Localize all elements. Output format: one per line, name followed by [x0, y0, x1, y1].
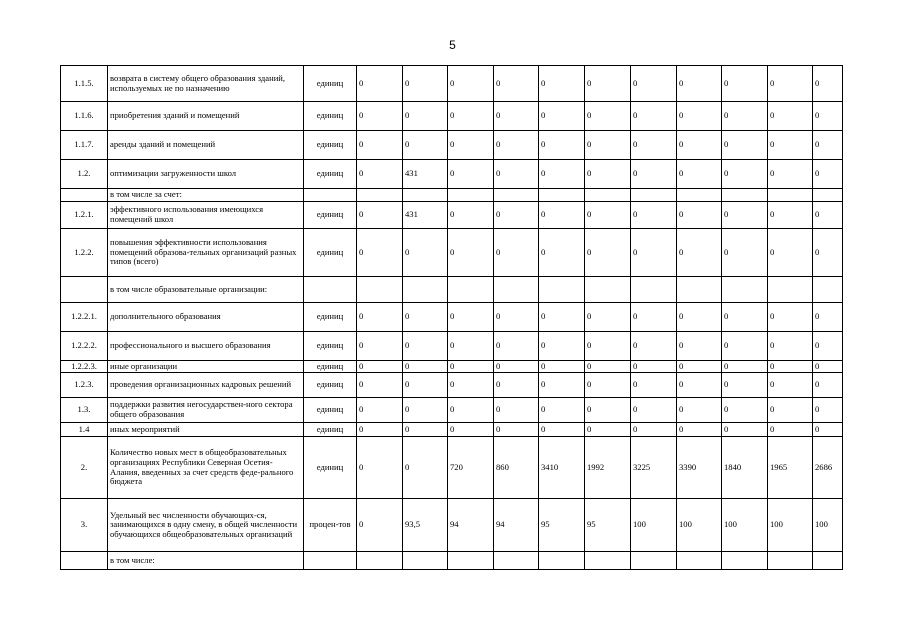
value-cell	[768, 277, 813, 303]
value-cell: 0	[357, 66, 403, 102]
value-cell	[813, 189, 843, 202]
row-unit-cell: процен-тов	[304, 499, 357, 552]
table-row	[61, 552, 843, 570]
row-name-cell: приобретения зданий и помещений	[108, 102, 304, 131]
value-cell: 0	[813, 131, 843, 160]
value-cell: 0	[768, 229, 813, 277]
value-cell	[357, 189, 403, 202]
value-cell: 0	[494, 202, 539, 229]
value-cell: 0	[403, 102, 448, 131]
value-cell: 0	[539, 361, 585, 373]
table-row	[61, 131, 843, 160]
row-unit-cell: единиц	[304, 398, 357, 423]
row-name-cell: иные организации	[108, 361, 304, 373]
value-cell: 0	[768, 373, 813, 398]
value-cell	[539, 189, 585, 202]
value-cell: 0	[494, 229, 539, 277]
value-cell: 94	[494, 499, 539, 552]
row-unit-cell: единиц	[304, 229, 357, 277]
value-cell: 95	[539, 499, 585, 552]
value-cell: 0	[448, 229, 494, 277]
value-cell	[448, 277, 494, 303]
value-cell	[357, 552, 403, 570]
row-code-cell: 1.4	[61, 423, 108, 437]
value-cell	[403, 552, 448, 570]
value-cell: 95	[585, 499, 631, 552]
value-cell: 0	[768, 398, 813, 423]
value-cell: 0	[631, 398, 677, 423]
value-cell: 0	[631, 332, 677, 361]
table-row	[61, 66, 843, 102]
value-cell: 0	[768, 303, 813, 332]
value-cell: 1840	[722, 437, 768, 499]
value-cell: 0	[677, 398, 722, 423]
value-cell: 431	[403, 202, 448, 229]
value-cell	[813, 277, 843, 303]
value-cell: 0	[585, 229, 631, 277]
value-cell	[631, 189, 677, 202]
row-code-cell	[61, 552, 108, 570]
value-cell: 0	[677, 160, 722, 189]
value-cell: 0	[357, 437, 403, 499]
table-row	[61, 202, 843, 229]
value-cell: 0	[722, 229, 768, 277]
table-row	[61, 398, 843, 423]
value-cell: 0	[448, 373, 494, 398]
value-cell	[448, 189, 494, 202]
value-cell	[539, 277, 585, 303]
value-cell: 0	[631, 303, 677, 332]
value-cell: 860	[494, 437, 539, 499]
value-cell: 0	[539, 229, 585, 277]
value-cell: 1992	[585, 437, 631, 499]
value-cell: 0	[494, 373, 539, 398]
table-row	[61, 332, 843, 361]
row-code-cell: 1.2.2.1.	[61, 303, 108, 332]
value-cell	[494, 277, 539, 303]
row-unit-cell: единиц	[304, 332, 357, 361]
value-cell: 0	[539, 131, 585, 160]
value-cell: 431	[403, 160, 448, 189]
value-cell: 0	[631, 102, 677, 131]
value-cell: 0	[403, 437, 448, 499]
value-cell: 0	[585, 361, 631, 373]
value-cell	[768, 189, 813, 202]
value-cell: 0	[677, 361, 722, 373]
value-cell: 0	[357, 102, 403, 131]
row-name-cell: оптимизации загруженности школ	[108, 160, 304, 189]
row-name-cell: в том числе:	[108, 552, 304, 570]
row-code-cell	[61, 277, 108, 303]
row-unit-cell: единиц	[304, 160, 357, 189]
value-cell: 0	[631, 373, 677, 398]
value-cell: 0	[677, 373, 722, 398]
value-cell: 0	[357, 499, 403, 552]
value-cell: 100	[768, 499, 813, 552]
value-cell: 0	[357, 398, 403, 423]
value-cell: 0	[585, 66, 631, 102]
value-cell: 0	[494, 332, 539, 361]
value-cell	[677, 552, 722, 570]
row-unit-cell	[304, 552, 357, 570]
value-cell: 0	[631, 229, 677, 277]
value-cell: 0	[813, 102, 843, 131]
value-cell: 0	[585, 423, 631, 437]
row-name-cell: в том числе образовательные организации:	[108, 277, 304, 303]
value-cell: 0	[722, 361, 768, 373]
value-cell: 0	[448, 332, 494, 361]
row-code-cell: 1.2.	[61, 160, 108, 189]
value-cell: 0	[631, 66, 677, 102]
value-cell: 0	[448, 66, 494, 102]
value-cell: 0	[585, 160, 631, 189]
value-cell	[539, 552, 585, 570]
value-cell: 0	[722, 398, 768, 423]
value-cell: 0	[494, 398, 539, 423]
value-cell	[494, 189, 539, 202]
value-cell: 100	[813, 499, 843, 552]
row-name-cell: аренды зданий и помещений	[108, 131, 304, 160]
row-name-cell: поддержки развития негосударствен-ного сектора общего образования	[108, 398, 304, 423]
value-cell	[722, 189, 768, 202]
value-cell: 0	[403, 373, 448, 398]
value-cell	[813, 552, 843, 570]
row-code-cell: 1.2.2.3.	[61, 361, 108, 373]
row-name-cell: возврата в систему общего образования зданий, используемых не по назначению	[108, 66, 304, 102]
value-cell: 0	[448, 398, 494, 423]
value-cell: 0	[357, 361, 403, 373]
value-cell	[357, 277, 403, 303]
value-cell: 0	[585, 131, 631, 160]
value-cell: 0	[722, 202, 768, 229]
value-cell: 0	[494, 423, 539, 437]
table-row	[61, 423, 843, 437]
value-cell: 0	[768, 102, 813, 131]
table-row	[61, 499, 843, 552]
value-cell: 0	[722, 160, 768, 189]
value-cell: 0	[403, 66, 448, 102]
value-cell: 0	[631, 361, 677, 373]
value-cell: 0	[768, 131, 813, 160]
value-cell: 0	[494, 66, 539, 102]
row-unit-cell: единиц	[304, 66, 357, 102]
value-cell: 0	[448, 131, 494, 160]
value-cell: 0	[494, 303, 539, 332]
table-row	[61, 277, 843, 303]
value-cell: 720	[448, 437, 494, 499]
value-cell: 0	[722, 332, 768, 361]
row-code-cell: 1.1.6.	[61, 102, 108, 131]
value-cell: 0	[448, 423, 494, 437]
value-cell: 0	[357, 373, 403, 398]
row-unit-cell: единиц	[304, 102, 357, 131]
row-unit-cell: единиц	[304, 373, 357, 398]
table-row	[61, 189, 843, 202]
row-name-cell: дополнительного образования	[108, 303, 304, 332]
value-cell: 0	[539, 66, 585, 102]
value-cell: 0	[585, 332, 631, 361]
value-cell: 0	[813, 229, 843, 277]
value-cell: 0	[631, 131, 677, 160]
value-cell: 0	[494, 102, 539, 131]
row-code-cell: 1.2.2.2.	[61, 332, 108, 361]
table-row	[61, 160, 843, 189]
value-cell: 2686	[813, 437, 843, 499]
value-cell: 0	[357, 423, 403, 437]
row-code-cell: 1.3.	[61, 398, 108, 423]
value-cell	[585, 552, 631, 570]
value-cell: 0	[448, 303, 494, 332]
row-code-cell: 3.	[61, 499, 108, 552]
value-cell: 100	[722, 499, 768, 552]
value-cell: 0	[403, 398, 448, 423]
value-cell: 0	[722, 66, 768, 102]
row-code-cell	[61, 189, 108, 202]
value-cell: 0	[403, 361, 448, 373]
value-cell: 0	[631, 423, 677, 437]
value-cell: 0	[494, 361, 539, 373]
row-code-cell: 1.2.1.	[61, 202, 108, 229]
row-unit-cell: единиц	[304, 361, 357, 373]
row-unit-cell	[304, 189, 357, 202]
value-cell: 0	[768, 160, 813, 189]
value-cell: 0	[403, 303, 448, 332]
value-cell: 0	[403, 423, 448, 437]
value-cell: 0	[448, 160, 494, 189]
value-cell: 0	[813, 332, 843, 361]
row-code-cell: 1.2.2.	[61, 229, 108, 277]
table-row	[61, 361, 843, 373]
value-cell: 0	[677, 131, 722, 160]
value-cell	[631, 277, 677, 303]
value-cell: 1965	[768, 437, 813, 499]
value-cell: 3225	[631, 437, 677, 499]
value-cell: 0	[677, 202, 722, 229]
value-cell: 0	[448, 102, 494, 131]
value-cell: 0	[768, 332, 813, 361]
value-cell: 0	[403, 229, 448, 277]
table-row	[61, 102, 843, 131]
row-code-cell: 1.1.5.	[61, 66, 108, 102]
value-cell: 0	[539, 202, 585, 229]
value-cell: 0	[768, 66, 813, 102]
row-name-cell: проведения организационных кадровых решений	[108, 373, 304, 398]
value-cell: 0	[357, 131, 403, 160]
value-cell: 0	[813, 423, 843, 437]
table-row	[61, 437, 843, 499]
value-cell: 0	[768, 202, 813, 229]
value-cell	[768, 552, 813, 570]
value-cell	[722, 552, 768, 570]
value-cell	[448, 552, 494, 570]
table-row	[61, 229, 843, 277]
value-cell: 0	[539, 160, 585, 189]
value-cell: 0	[539, 373, 585, 398]
value-cell: 0	[813, 202, 843, 229]
value-cell: 0	[813, 398, 843, 423]
value-cell: 0	[631, 202, 677, 229]
value-cell: 0	[448, 361, 494, 373]
row-code-cell: 2.	[61, 437, 108, 499]
value-cell: 0	[722, 373, 768, 398]
value-cell: 0	[768, 423, 813, 437]
value-cell: 0	[813, 66, 843, 102]
value-cell: 3390	[677, 437, 722, 499]
value-cell: 0	[677, 66, 722, 102]
value-cell: 0	[677, 303, 722, 332]
value-cell: 0	[357, 303, 403, 332]
value-cell: 0	[585, 398, 631, 423]
value-cell: 0	[539, 398, 585, 423]
row-code-cell: 1.2.3.	[61, 373, 108, 398]
value-cell: 100	[677, 499, 722, 552]
value-cell: 0	[403, 332, 448, 361]
value-cell	[494, 552, 539, 570]
value-cell: 93,5	[403, 499, 448, 552]
value-cell: 0	[585, 102, 631, 131]
value-cell: 0	[539, 303, 585, 332]
value-cell	[722, 277, 768, 303]
row-unit-cell: единиц	[304, 131, 357, 160]
value-cell: 0	[677, 102, 722, 131]
value-cell: 0	[357, 229, 403, 277]
value-cell: 0	[813, 303, 843, 332]
value-cell: 0	[494, 160, 539, 189]
value-cell: 0	[722, 131, 768, 160]
row-unit-cell: единиц	[304, 423, 357, 437]
value-cell: 0	[448, 202, 494, 229]
value-cell: 0	[813, 373, 843, 398]
value-cell	[631, 552, 677, 570]
value-cell: 0	[813, 160, 843, 189]
value-cell: 0	[357, 332, 403, 361]
row-name-cell: повышения эффективности использования помещений образова-тельных организаций разных типов (всего)	[108, 229, 304, 277]
value-cell: 0	[631, 160, 677, 189]
value-cell: 0	[677, 423, 722, 437]
value-cell: 94	[448, 499, 494, 552]
value-cell	[585, 189, 631, 202]
row-name-cell: иных мероприятий	[108, 423, 304, 437]
value-cell: 0	[585, 303, 631, 332]
row-code-cell: 1.1.7.	[61, 131, 108, 160]
row-unit-cell	[304, 277, 357, 303]
row-unit-cell: единиц	[304, 303, 357, 332]
value-cell: 0	[722, 423, 768, 437]
value-cell	[677, 277, 722, 303]
value-cell: 0	[722, 102, 768, 131]
value-cell: 0	[539, 102, 585, 131]
value-cell	[677, 189, 722, 202]
row-name-cell: эффективного использования имеющихся помещений школ	[108, 202, 304, 229]
value-cell	[585, 277, 631, 303]
row-unit-cell: единиц	[304, 202, 357, 229]
value-cell	[403, 277, 448, 303]
row-name-cell: профессионального и высшего образования	[108, 332, 304, 361]
value-cell: 0	[677, 332, 722, 361]
value-cell: 0	[539, 423, 585, 437]
value-cell: 0	[403, 131, 448, 160]
value-cell: 0	[813, 361, 843, 373]
value-cell: 0	[585, 373, 631, 398]
row-name-cell: Удельный вес численности обучающих-ся, занимающихся в одну смену, в общей численности обучающихся общеобразовательных организаций	[108, 499, 304, 552]
value-cell: 0	[722, 303, 768, 332]
row-name-cell: в том числе за счет:	[108, 189, 304, 202]
indicators-table	[60, 65, 843, 570]
value-cell: 0	[585, 202, 631, 229]
table-row	[61, 373, 843, 398]
value-cell: 0	[494, 131, 539, 160]
table-row	[61, 303, 843, 332]
value-cell: 0	[768, 361, 813, 373]
value-cell: 0	[677, 229, 722, 277]
value-cell: 100	[631, 499, 677, 552]
row-name-cell: Количество новых мест в общеобразовательных организациях Республики Северная Осетия-Алания, введенных за счет средств феде-рального бюджета	[108, 437, 304, 499]
value-cell: 0	[357, 160, 403, 189]
value-cell	[403, 189, 448, 202]
page-number: 5	[449, 38, 456, 52]
value-cell: 3410	[539, 437, 585, 499]
row-unit-cell: единиц	[304, 437, 357, 499]
value-cell: 0	[357, 202, 403, 229]
value-cell: 0	[539, 332, 585, 361]
